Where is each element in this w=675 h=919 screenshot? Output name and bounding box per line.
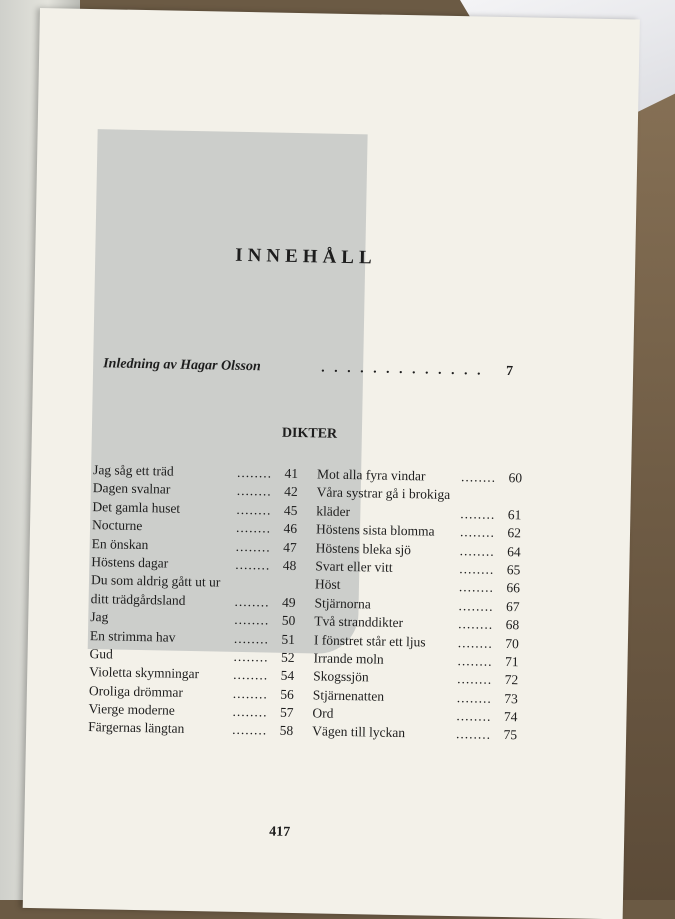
toc-entry-title: Stjärnenatten <box>312 687 385 704</box>
toc-entry-title: Jag såg ett träd <box>93 462 174 479</box>
book-page <box>23 8 640 919</box>
toc-entry-leader: ........ <box>458 597 494 614</box>
toc-entry-leader: ........ <box>236 464 273 481</box>
toc-entry <box>312 724 517 746</box>
toc-entry-page: 56 <box>280 686 295 702</box>
toc-entry-title: Våra systrar gå i brokiga <box>316 484 451 503</box>
toc-entry-title: En önskan <box>91 535 149 552</box>
toc-entry-title: Nocturne <box>91 517 143 534</box>
toc-entry-page: 74 <box>503 709 518 725</box>
toc-entry-leader: ........ <box>232 722 268 738</box>
toc-entry <box>88 720 293 742</box>
toc-entry-page: 46 <box>283 520 298 537</box>
toc-entry-page: 64 <box>507 543 521 559</box>
toc-entry-leader: ........ <box>234 611 270 628</box>
toc-entry-title: Mot alla fyra vindar <box>316 466 426 484</box>
intro-leader: . . . . . . . . . . . . . <box>320 360 484 379</box>
toc-entry-leader: ........ <box>235 556 271 573</box>
toc-entry-page: 42 <box>284 484 298 500</box>
toc-entry-leader: ........ <box>457 634 494 651</box>
toc-entry-title: Du som aldrig gått ut ur <box>90 572 221 590</box>
toc-entry-page: 57 <box>279 704 294 721</box>
toc-entry-page: 67 <box>505 598 520 615</box>
toc-entry-page: 47 <box>283 539 297 555</box>
toc-entry-page: 71 <box>504 653 519 670</box>
toc-entry-title: Ord <box>312 705 334 721</box>
toc-entry-title: Höstens bleka sjö <box>315 539 412 557</box>
toc-entry-leader: ........ <box>232 703 268 720</box>
toc-entry-leader: ........ <box>234 593 270 610</box>
toc-entry-leader: ........ <box>456 689 492 706</box>
toc-entry-title: Höst <box>314 576 341 593</box>
toc-entry-title: kläder <box>316 503 351 519</box>
toc-entry-page: 66 <box>506 580 521 596</box>
toc-entry-page: 73 <box>504 690 518 706</box>
toc-entry-page: 60 <box>508 470 523 486</box>
toc-entry-page: 65 <box>506 562 521 578</box>
toc-entry-leader: ........ <box>459 524 496 541</box>
toc-entry-leader: ........ <box>235 520 272 536</box>
toc-entry-leader: ........ <box>457 653 493 669</box>
toc-entry-leader: ........ <box>456 708 492 724</box>
toc-entry-title: Gud <box>89 645 114 662</box>
toc-entry-title: ditt trädgårdsland <box>90 590 186 608</box>
toc-entry-page: 70 <box>505 635 520 651</box>
toc-entry-leader: ........ <box>235 538 271 555</box>
toc-entry-title: Vierge moderne <box>88 701 175 718</box>
toc-entry-title: Skogssjön <box>313 668 369 685</box>
toc-entry-page: 61 <box>507 506 522 523</box>
toc-entry-page: 68 <box>505 617 520 633</box>
toc-entry-page: 52 <box>280 649 295 665</box>
toc-entry-page: 41 <box>284 465 299 482</box>
page-number: 417 <box>269 824 291 840</box>
toc-entry-page: 45 <box>283 502 298 518</box>
toc-entry-title: Stjärnorna <box>314 595 372 612</box>
toc-entry-leader: ........ <box>233 648 269 665</box>
toc-entry-page: 49 <box>281 594 296 610</box>
page-title: INNEHÅLL <box>235 244 377 269</box>
toc-entry-title: Två stranddikter <box>314 613 404 631</box>
toc-entry-title: I fönstret står ett ljus <box>313 631 426 650</box>
toc-entry-leader: ........ <box>233 630 270 647</box>
toc-entry-title: Det gamla huset <box>92 498 181 516</box>
toc-entry-page: 75 <box>503 727 518 743</box>
toc-entry-leader: ........ <box>459 542 495 559</box>
toc-entry-leader: ........ <box>236 501 272 518</box>
toc-entry-leader: ........ <box>458 579 495 596</box>
toc-entry-title: En strimma hav <box>89 627 176 645</box>
toc-entry-leader: ........ <box>236 483 272 499</box>
toc-entry-leader: ........ <box>459 561 495 577</box>
intro-page-number: 7 <box>505 364 514 380</box>
toc-entry-page: 50 <box>281 612 296 629</box>
section-heading: DIKTER <box>281 425 338 442</box>
toc-entry-title: Färgernas längtan <box>88 719 185 737</box>
toc-entry-title: Dagen svalnar <box>92 480 171 497</box>
toc-entry-leader: ........ <box>233 667 269 683</box>
toc-entry-title: Jag <box>90 609 109 625</box>
toc-entry-leader: ........ <box>455 726 492 743</box>
toc-entry-title: Vägen till lyckan <box>312 723 406 741</box>
toc-entry-leader: ........ <box>460 505 496 522</box>
toc-entry-title: Violetta skymningar <box>89 664 200 682</box>
toc-entry-page: 48 <box>282 557 297 573</box>
toc-entry-leader: ........ <box>458 616 494 632</box>
toc-entry-leader: ........ <box>457 671 493 688</box>
toc-entry-page: 51 <box>281 631 296 647</box>
toc-entry-page: 62 <box>507 525 522 541</box>
toc-entry-title: Irrande moln <box>313 650 384 667</box>
toc-entry-title: Höstens dagar <box>91 554 169 571</box>
toc-entry-leader: ........ <box>232 685 269 702</box>
toc-right-column <box>312 466 522 746</box>
toc-entry-title: Oroliga drömmar <box>88 682 184 700</box>
toc-entry-page: 54 <box>280 668 295 684</box>
toc-entry-page: 72 <box>504 672 519 688</box>
toc-entry-page: 58 <box>279 723 294 739</box>
toc-entry-title: Höstens sista blomma <box>315 521 435 539</box>
intro-label: Inledning av Hagar Olsson <box>103 356 261 375</box>
toc-entry-title: Svart eller vitt <box>315 558 393 575</box>
toc-left-column <box>88 462 298 742</box>
toc-entry-leader: ........ <box>460 469 497 485</box>
